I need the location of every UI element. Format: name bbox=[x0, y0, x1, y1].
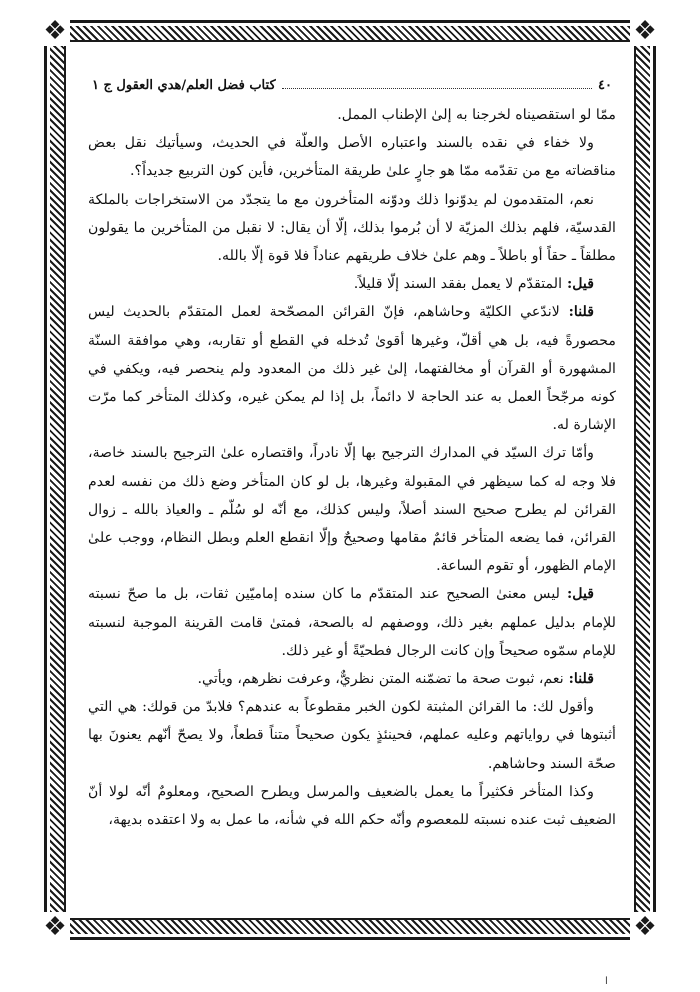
paragraph-text: وأمّا ترك السيّد في المدارك الترجيح بها إلّا نادراً، واقتصاره علىٰ الترجيح بالسند خاصة، فلا وجه له كما سيظهر في المقبولة وغيرها، بل لو كان المتأخر وضع ذلك من نفسه لعدم القرائن لم يطرح صحيح السند أصلاً، وليس كذلك، مع أنّه لو سُلّم ـ والعياذ بالله ـ زوال القرائن، فما يضعه المتأخر قائمٌ مقامها وصحيحٌ وإلّا انقطع العلم وبطل النظام، ووجب علىٰ الإمام الظهور، أو تقوم الساعة. bbox=[88, 445, 616, 575]
paragraph-text: المتقدّم لا يعمل بفقد السند إلّا قليلاً. bbox=[353, 276, 563, 293]
paragraph-text: وأقول لك: ما القرائن المثبتة لكون الخبر مقطوعاً به عندهم؟ فلابدّ من قولك: هي التي أثبتوها في رواياتهم وعليه عملهم، فحينئذٍ يكون صحيحاً متناً قطعاً، ولا يصحّ أنّهم يعنونَ بها صحّة السند وحاشاهم. bbox=[88, 699, 616, 772]
dialogue-label: قلنا: bbox=[563, 671, 594, 688]
corner-ornament-icon: ❖ bbox=[40, 912, 70, 942]
paragraph-text: ولا خفاء في نقده بالسند واعتباره الأصل والعلّة في الحديث، وسيأتيك نقل بعض مناقضاته مع من تقدّمه ممّا هو جارٍ علىٰ طريقة المتأخرين، فأين كون التربيع جديداً؟. bbox=[88, 135, 616, 180]
page-footer-mark: ا bbox=[605, 976, 608, 987]
paragraph-text: لاندّعي الكليّة وحاشاهم، فإنّ القرائن المصحّحة لعمل المتقدّم بالحديث ليس محصورةً فيه، بل هي أقلّ، وغيرها أقوىٰ تُدخله في القطع أو تقاربه، وهي موافقة السنّة المشهورة أو القرآن أو مخالفتهما، إلىٰ غير ذلك من المعدود ولم ينحصر فيه، ويكفي في كونه مرجّحاً العمل به عند الحاجة لا دائماً، بل إذا لم يمكن غيره، وكذلك المتأخر كما مرّت الإشارة له. bbox=[88, 304, 616, 434]
paragraph bbox=[88, 186, 616, 271]
running-header bbox=[88, 78, 616, 101]
corner-ornament-icon: ❖ bbox=[630, 16, 660, 46]
dialogue-label: قلنا: bbox=[559, 304, 594, 321]
paragraph bbox=[88, 439, 616, 580]
page-content bbox=[88, 78, 616, 918]
paragraph bbox=[88, 778, 616, 834]
corner-ornament-icon: ❖ bbox=[630, 912, 660, 942]
paragraph bbox=[88, 129, 616, 185]
page-number: ٤٠ bbox=[598, 78, 612, 93]
corner-ornament-icon: ❖ bbox=[40, 16, 70, 46]
paragraph-text: وكذا المتأخر فكثيراً ما يعمل بالضعيف والمرسل ويطرح الصحيح، ومعلومٌ أنّه لولا أنّ الضعيف ثبت عنده نسبته للمعصوم وأنّه حكم الله في شأنه، ما عمل به ولا اعتقده بديهة، bbox=[88, 783, 616, 829]
paragraph-text: نعم، ثبوت صحة ما تضمّنه المتن نظريٌّ، وعرفت نظرهم، ويأتي. bbox=[197, 671, 564, 688]
paragraph bbox=[88, 270, 616, 298]
book-title: كتاب فضل العلم/هدي العقول ج ١ bbox=[92, 78, 276, 93]
paragraph-text: نعم، المتقدمون لم يدوّنوا ذلك ودوّنه المتأخرون مع ما يتجدّد من الاستخراجات بالملكة القدسيّة، فلهم بذلك المزيّة لا أن بُرموا بذلك، إلّا أن يقال: لا نقبل من المتأخرين ما يقولون مطلقاً ـ حقاً أو باطلاً ـ وهم علىٰ خلاف طريقهم عناداً فلا قوة إلّا بالله. bbox=[88, 191, 616, 265]
header-leader-dots bbox=[282, 88, 592, 89]
paragraph-text: ليس معنىٰ الصحيح عند المتقدّم ما كان سنده إماميّين ثقات، بل ما صحّ نسبته للإمام بدليل عملهم بغير ذلك، ووصفهم له بالصحة، فمتىٰ قامت القرينة الموجبة لنسبته للإمام سمّوه صحيحاً وإن كانت الرجال فطحيّةً أو غير ذلك. bbox=[88, 586, 616, 659]
paragraph bbox=[88, 298, 616, 439]
paragraph bbox=[88, 101, 616, 129]
body-text bbox=[88, 101, 616, 834]
paragraph bbox=[88, 665, 616, 693]
dialogue-label: قيل: bbox=[562, 276, 594, 293]
paragraph-text: ممّا لو استقصيناه لخرجنا به إلىٰ الإطناب الممل. bbox=[337, 107, 616, 123]
paragraph bbox=[88, 580, 616, 665]
paragraph bbox=[88, 693, 616, 778]
dialogue-label: قيل: bbox=[559, 586, 595, 603]
